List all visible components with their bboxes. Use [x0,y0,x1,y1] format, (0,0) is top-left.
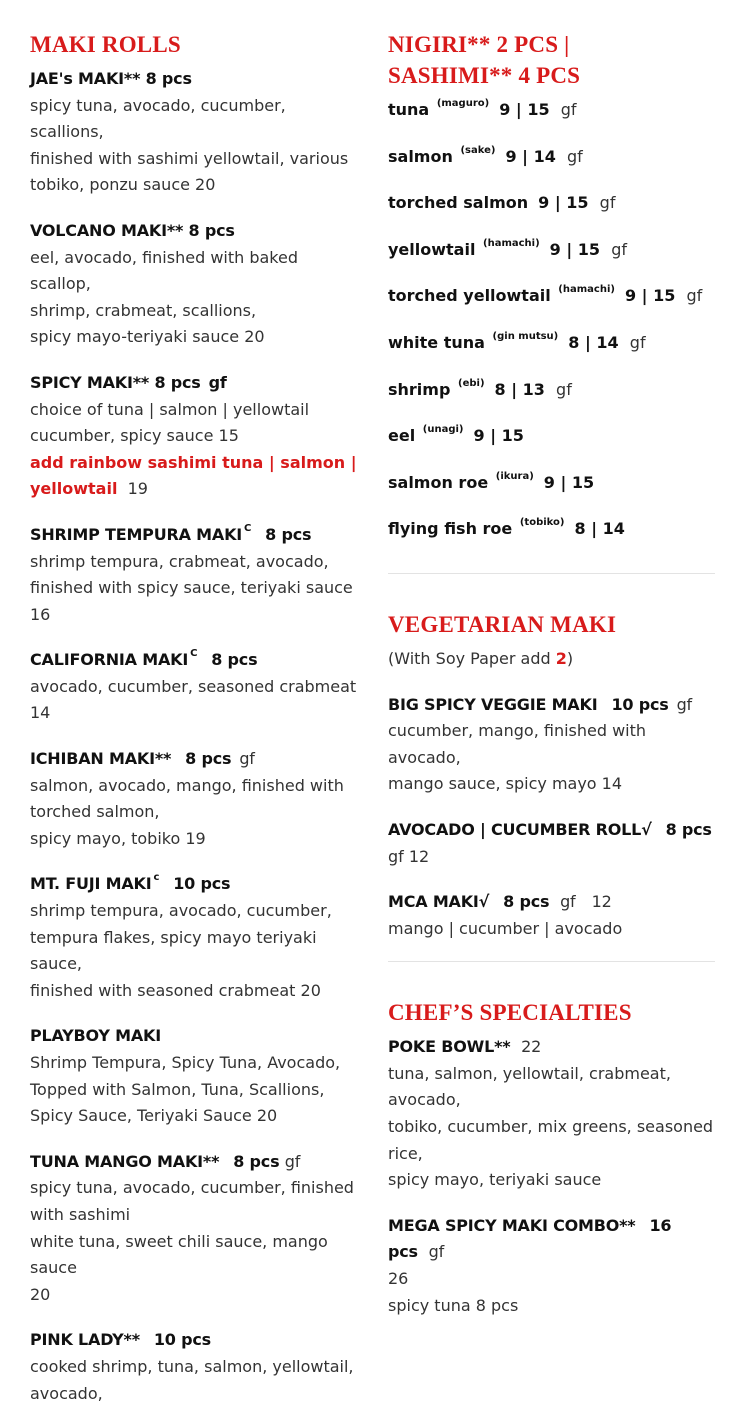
nigiri-item-tuna: tuna $^{(maguro)}$ 9 | 15 gf [388,98,577,119]
menu-item-avocado-cucumber-roll [388,817,715,870]
item-title: PLAYBOY MAKI [30,1026,161,1046]
menu-item-mca-maki [388,889,715,942]
nigiri-item-yellowtail: yellowtail $^{(hamachi)}$ 9 | 15 gf [388,237,627,259]
item-desc: choice of tuna | salmon | yellowtail [30,399,310,419]
addon-rainbow-cont: yellowtail [30,479,118,499]
soy-paper-note: (With Soy Paper add 2) [388,648,574,668]
menu-item-california-maki [30,647,360,727]
item-desc: Topped with Salmon, Tuna, Scallions, [30,1079,325,1099]
nigiri-item-eel: eel $^{(unagi)}$ 9 | 15 [388,424,524,446]
section-heading-nigiri-sashimi: NIGIRI** 2 PCS | SASHIMI** 4 PCS [388,32,581,88]
nigiri-item-white-tuna: white tuna $^{(gin mutsu)}$ 8 | 14 gf [388,330,646,352]
item-title: MEGA SPICY MAKI COMBO** 16 pcs gf [388,1215,672,1262]
item-desc: cucumber, spicy sauce 15 [30,426,239,446]
item-title: BIG SPICY VEGGIE MAKI 10 pcs gf [388,694,692,714]
nigiri-item-salmon: salmon $^{(sake)}$ 9 | 14 gf [388,144,583,166]
maki-rolls-column [30,0,360,1426]
item-title: ICHIBAN MAKI** 8 pcs gf [30,749,255,769]
item-title: MCA MAKI√ 8 pcs gf 12 [388,892,612,912]
menu-item-tuna-mango-maki [30,1149,360,1309]
item-desc: mango | cucumber | avocado [388,918,623,938]
item-desc: tobiko, cucumber, mix greens, seasoned [388,1117,714,1137]
item-desc: avocado, cucumber, seasoned crabmeat [30,676,357,696]
section-heading-maki-rolls: MAKI ROLLS [30,32,181,57]
gluten-free-tag: gf [239,749,255,769]
item-desc: spicy mayo-teriyaki sauce 20 [30,327,265,347]
item-title: JAE's MAKI** 8 pcs [30,69,192,88]
item-desc: finished with spicy sauce, teriyaki sauce 16 [30,578,353,624]
cooked-marker: C [190,648,198,660]
item-title: TUNA MANGO MAKI** 8 pcs gf [30,1151,301,1171]
menu-item-ichiban-maki [30,746,360,852]
item-title: MT. FUJI MAKI $^c$ 10 pcs [30,872,231,894]
gluten-free-tag: gf [208,372,227,392]
item-desc: Shrimp Tempura, Spicy Tuna, Avocado, [30,1053,341,1072]
item-desc: 14 [30,703,51,723]
nigiri-item-torched-yellowtail: torched yellowtail $^{(hamachi)}$ 9 | 15 gf [388,284,703,306]
item-desc: cooked shrimp, tuna, salmon, yellowtail, [30,1356,354,1376]
item-desc: gf 12 [388,846,430,866]
menu-item-playboy-maki [30,1023,360,1129]
item-desc: spicy mayo, tobiko 19 [30,828,206,848]
menu-item-pink-lady [30,1327,360,1407]
gluten-free-tag: gf [284,1151,301,1171]
item-desc: shrimp, crabmeat, scallions, [30,300,257,320]
menu-item-big-spicy-veggie-maki [388,692,715,798]
item-desc: spicy tuna, avocado, cucumber, scallions, [30,95,286,142]
item-desc: mango sauce, spicy mayo 14 [388,774,623,794]
gluten-free-tag: gf [560,892,576,912]
item-desc: 26 [388,1269,409,1289]
item-desc: tuna, salmon, yellowtail, crabmeat, [388,1063,671,1083]
menu-item-shrimp-tempura-maki [30,522,360,628]
item-title: PINK LADY** 10 pcs [30,1330,211,1350]
addon-rainbow: add rainbow sashimi tuna | salmon | [30,452,357,472]
item-desc: spicy tuna, avocado, cucumber, finished [30,1178,354,1198]
item-desc: with sashimi [30,1204,131,1224]
section-heading-vegetarian-maki: VEGETARIAN MAKI [388,611,617,637]
menu-item-mt-fuji-maki [30,871,360,1004]
item-desc: finished with seasoned crabmeat 20 [30,980,321,1000]
gluten-free-tag: gf [428,1242,445,1262]
item-desc: white tuna, sweet chili sauce, mango sauce [30,1231,328,1278]
item-title: SPICY MAKI** 8 pcs gf [30,372,227,392]
item-price: 12 [591,892,612,912]
item-desc: torched salmon, [30,802,160,822]
gluten-free-tag: gf [676,694,692,714]
item-desc: tempura flakes, spicy mayo teriyaki sauce, [30,927,317,974]
item-title: POKE BOWL** 22 [388,1037,542,1057]
item-desc: shrimp tempura, crabmeat, avocado, [30,551,329,571]
addon-price: 19 [127,479,148,499]
cooked-marker: C [244,522,252,534]
section-heading-chefs-specialties: CHEF’S SPECIALTIES [388,1000,632,1026]
item-desc: tobiko, ponzu sauce 20 [30,175,216,195]
right-column [388,0,715,1338]
nigiri-item-shrimp: shrimp $^{(ebi)}$ 8 | 13 gf [388,377,572,399]
item-desc: avocado, [388,1090,461,1110]
menu-item-spicy-maki [30,370,360,503]
nigiri-list [388,97,715,563]
cooked-marker: c [153,872,160,884]
menu-item-mega-spicy-maki-combo [388,1213,715,1319]
item-title: VOLCANO MAKI** 8 pcs [30,220,235,240]
item-desc: finished with sashimi yellowtail, various [30,148,349,168]
item-title: SHRIMP TEMPURA MAKI $^C$ 8 pcs [30,522,312,544]
item-desc: 20 [30,1284,51,1304]
item-desc: salmon, avocado, mango, finished with [30,775,344,795]
item-price: 22 [521,1037,542,1057]
item-desc: rice, [388,1143,423,1163]
nigiri-item-flying-fish-roe: flying fish roe $^{(tobiko)}$ 8 | 14 [388,517,625,539]
item-title: AVOCADO | CUCUMBER ROLL√ 8 pcs [388,819,712,839]
item-desc: cucumber, mango, finished with avocado, [388,721,647,767]
item-desc: Spicy Sauce, Teriyaki Sauce 20 [30,1106,278,1126]
menu-item-jaes-maki [30,66,360,199]
item-desc: spicy tuna 8 pcs [388,1295,519,1315]
item-desc: eel, avocado, finished with baked scallop, [30,247,298,294]
item-desc: shrimp tempura, avocado, cucumber, [30,901,332,921]
menu-item-poke-bowl [388,1034,715,1194]
menu-item-volcano-maki [30,218,360,351]
item-desc: avocado, [30,1383,103,1403]
nigiri-item-torched-salmon: torched salmon 9 | 15 gf [388,193,616,213]
nigiri-item-salmon-roe: salmon roe $^{(ikura)}$ 9 | 15 [388,470,595,492]
item-title: CALIFORNIA MAKI $^C$ 8 pcs [30,648,258,670]
item-desc: spicy mayo, teriyaki sauce [388,1170,602,1190]
